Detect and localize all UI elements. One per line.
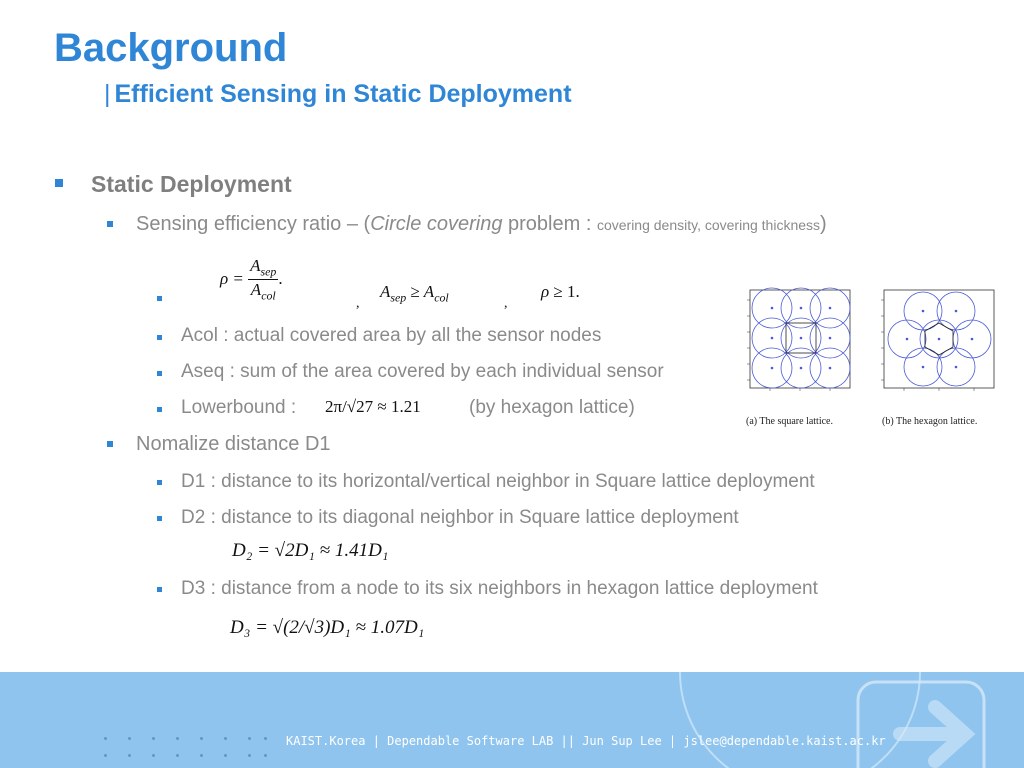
lowerbound-note: (by hexagon lattice) (469, 397, 635, 418)
bullet-icon (157, 296, 162, 301)
bullet-icon (55, 179, 63, 187)
slide-subtitle (104, 80, 572, 109)
ratio-lead: Sensing efficiency ratio – ( (136, 213, 371, 235)
subtitle-bar: | (104, 80, 111, 108)
d2-formula: D₂ = √2D₁ ≈ 1.41D₁ (232, 540, 389, 561)
frac-den-sub: col (261, 288, 276, 303)
ratio-mid: problem : (502, 213, 597, 235)
bullet-d2: D2 : distance to its diagonal neighbor in Square lattice deployment (181, 507, 739, 528)
footer-text: KAIST.Korea | Dependable Software LAB || Jun Sup Lee | jslee@dependable.kaist.ac.kr (286, 734, 886, 748)
rho2-symbol: ρ (541, 282, 550, 301)
bullet-lowerbound: Lowerbound : (181, 397, 297, 418)
bullet-icon (157, 480, 162, 485)
subtitle-text: Efficient Sensing in Static Deployment (114, 80, 572, 108)
ineq-a-sub: sep (390, 290, 407, 305)
comma-2: , (504, 296, 508, 311)
hexagon-lattice-caption: (b) The hexagon lattice. (882, 416, 978, 427)
bullet-icon (107, 441, 113, 447)
frac-num-sub: sep (260, 264, 277, 279)
bullet-icon (107, 221, 113, 227)
bullet-icon (157, 587, 162, 592)
ineq-b: A (423, 282, 435, 301)
bullet-icon (157, 371, 162, 376)
ratio-italic: Circle covering (370, 213, 503, 235)
bullet-d1: D1 : distance to its horizontal/vertical neighbor in Square lattice deployment (181, 471, 815, 492)
rho-fraction (248, 256, 278, 304)
d3-formula: D₃ = √(2/√3)D₁ ≈ 1.07D₁ (230, 617, 425, 638)
bullet-normalize: Nomalize distance D1 (136, 433, 331, 455)
bullet-efficiency-ratio (136, 213, 827, 236)
bullet-acol: Acol : actual covered area by all the sensor nodes (181, 325, 602, 346)
lowerbound-formula: 2π/√27 ≈ 1.21 (325, 397, 421, 416)
comma-1: , (356, 296, 360, 311)
rho-formula (220, 256, 283, 304)
ineq-ge: ≥ (410, 282, 420, 301)
bullet-d3: D3 : distance from a node to its six neighbors in hexagon lattice deployment (181, 578, 818, 599)
ratio-small: covering density, covering thickness (596, 217, 821, 233)
inequality-formula (380, 282, 449, 305)
bullet-icon (157, 335, 162, 340)
rho-symbol: ρ = (220, 268, 244, 288)
bullet-static-deployment: Static Deployment (91, 171, 292, 197)
ineq-b-sub: col (434, 290, 449, 305)
bullet-icon (157, 407, 162, 412)
hexagon-lattice-figure (876, 286, 998, 396)
slide-title: Background (54, 26, 288, 70)
square-lattice-figure (740, 286, 855, 396)
rho2-rest: ≥ 1. (553, 282, 580, 301)
frac-den: A (250, 280, 262, 300)
footer-band (0, 672, 1024, 768)
bullet-icon (157, 516, 162, 521)
square-lattice-caption: (a) The square lattice. (746, 416, 833, 427)
formula-dot: . (278, 268, 283, 288)
bullet-aseq: Aseq : sum of the area covered by each individual sensor (181, 361, 664, 382)
rho-ge-one (541, 282, 580, 302)
ineq-a: A (380, 282, 391, 301)
ratio-end: ) (820, 213, 827, 235)
frac-num: A (250, 256, 261, 275)
